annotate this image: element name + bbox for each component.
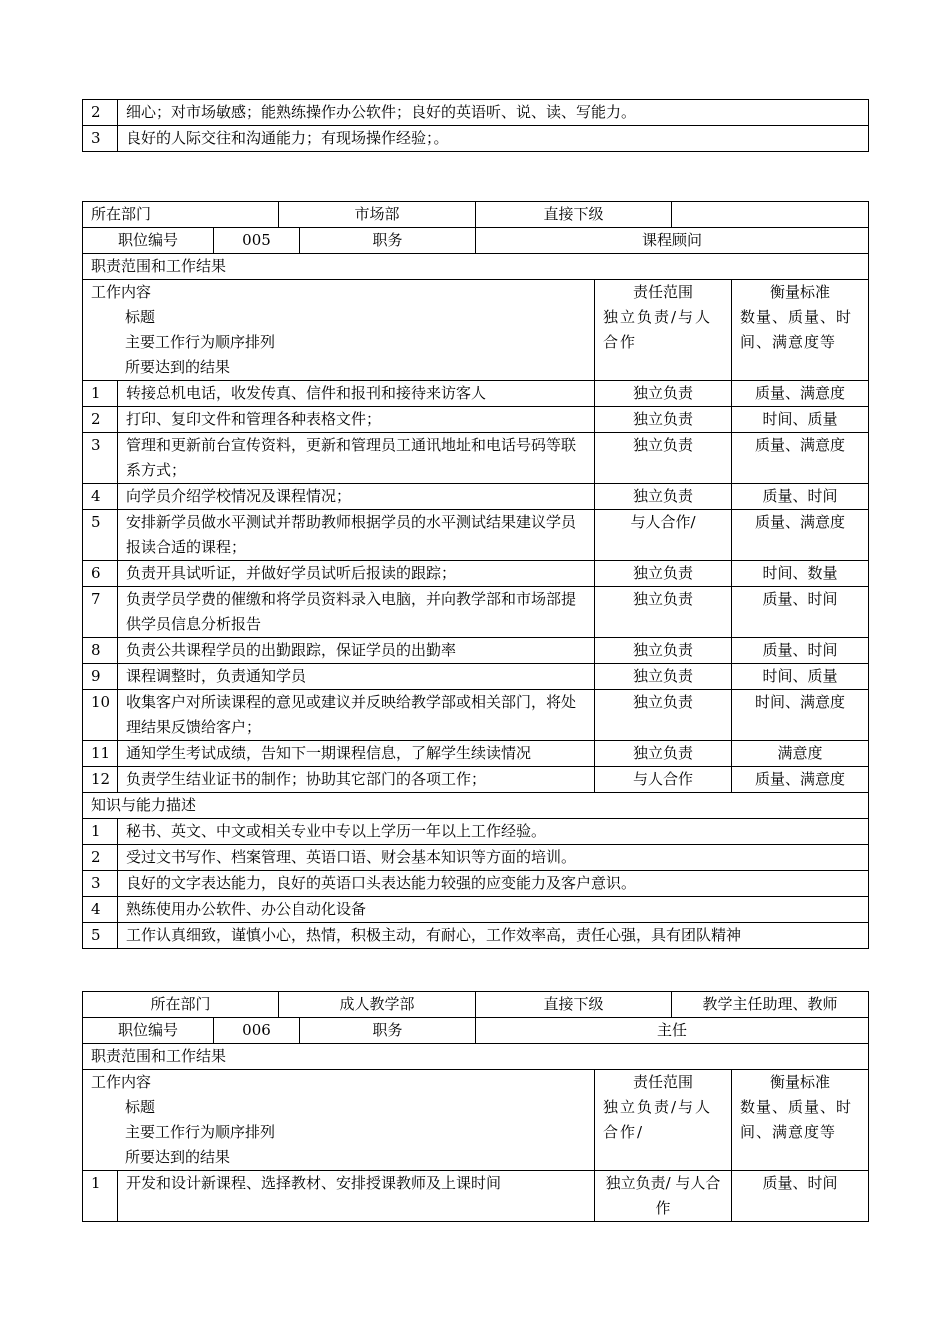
subordinate-label: 直接下级 [476,992,672,1018]
row-scope: 独立负责 [595,638,732,664]
row-no: 6 [83,561,118,587]
column-headers [83,1070,869,1171]
col-scope-label: 责任范围 [632,1073,693,1091]
row-no: 5 [83,510,118,561]
item-text: 细心；对市场敏感；能熟练操作办公软件；良好的英语听、说、读、写能力。 [118,100,869,126]
row-scope: 独立负责 [595,561,732,587]
duties-table [82,1043,869,1222]
table-row [83,690,869,741]
row-scope: 与人合作/ [595,510,732,561]
row-text: 负责学生结业证书的制作；协助其它部门的各项工作； [118,767,595,793]
table-row [83,1171,869,1222]
row-no: 2 [83,407,118,433]
dept-label: 所在部门 [83,992,279,1018]
code-label: 职位编号 [83,228,214,254]
row-scope: 独立负责 [595,381,732,407]
row-no: 1 [83,1171,118,1222]
col-scope-header [595,280,732,381]
row-scope: 独立负责 [595,407,732,433]
row-scope: 与人合作 [595,767,732,793]
col-work-line: 标题 [125,308,156,326]
subordinate-value [672,202,869,228]
row-no: 1 [83,381,118,407]
section-label: 职责范围和工作结果 [83,1044,869,1070]
row-text: 负责公共课程学员的出勤跟踪，保证学员的出勤率 [118,638,595,664]
table-row [83,510,869,561]
knowledge-text: 受过文书写作、档案管理、英语口语、财会基本知识等方面的培训。 [118,845,869,871]
col-scope-sub: 独立负责/与人合作 [603,308,713,351]
row-no: 3 [83,433,118,484]
row-text: 打印、复印文件和管理各种表格文件； [118,407,595,433]
row-measure: 质量、时间 [732,484,869,510]
row-measure: 质量、满意度 [732,510,869,561]
row-no: 12 [83,767,118,793]
job-code-row [82,227,869,254]
title-value: 主任 [476,1018,869,1044]
row-text: 负责学员学费的催缴和将学员资料录入电脑，并向教学部和市场部提供学员信息分析报告 [118,587,595,638]
item-no: 3 [83,126,118,152]
column-headers [83,280,869,381]
list-item [83,897,869,923]
title-label: 职务 [300,228,476,254]
row-scope: 独立负责 [595,484,732,510]
row-text: 负责开具试听证，并做好学员试听后报读的跟踪； [118,561,595,587]
row-no: 4 [83,484,118,510]
col-measure-sub: 数量、质量、时间、满意度等 [740,308,853,351]
col-measure-header [732,280,869,381]
list-item [83,100,869,126]
row-text: 管理和更新前台宣传资料，更新和管理员工通讯地址和电话号码等联系方式； [118,433,595,484]
table-row [83,664,869,690]
job-header [82,201,869,228]
title-value: 课程顾问 [476,228,869,254]
row-text: 课程调整时，负责通知学员 [118,664,595,690]
table-row [83,561,869,587]
col-work-header [83,1070,595,1171]
table-row [83,407,869,433]
knowledge-no: 2 [83,845,118,871]
list-item [83,126,869,152]
list-item [83,923,869,949]
row-no: 8 [83,638,118,664]
job-code-row [82,1017,869,1044]
row-text: 开发和设计新课程、选择教材、安排授课教师及上课时间 [118,1171,595,1222]
col-scope-sub: 独立负责/与人合作/ [603,1098,713,1141]
knowledge-no: 1 [83,819,118,845]
col-measure-sub: 数量、质量、时间、满意度等 [740,1098,853,1141]
col-work-line: 标题 [125,1098,156,1116]
table-row [83,484,869,510]
top-list [82,99,869,152]
row-measure: 时间、质量 [732,664,869,690]
row-scope: 独立负责 [595,433,732,484]
row-measure: 时间、质量 [732,407,869,433]
row-measure: 质量、满意度 [732,381,869,407]
row-measure: 质量、时间 [732,1171,869,1222]
dept-label: 所在部门 [83,202,279,228]
row-no: 11 [83,741,118,767]
row-measure: 质量、满意度 [732,433,869,484]
row-text: 转接总机电话，收发传真、信件和报刊和接待来访客人 [118,381,595,407]
code-value: 006 [214,1018,300,1044]
knowledge-text: 熟练使用办公软件、办公自动化设备 [118,897,869,923]
item-no: 2 [83,100,118,126]
col-work-line: 主要工作行为顺序排列 [125,333,276,351]
row-scope: 独立负责/ 与人合作 [595,1171,732,1222]
row-scope: 独立负责 [595,587,732,638]
table-row [83,638,869,664]
col-work-line: 主要工作行为顺序排列 [125,1123,276,1141]
code-value: 005 [214,228,300,254]
row-text: 向学员介绍学校情况及课程情况； [118,484,595,510]
knowledge-text: 秘书、英文、中文或相关专业中专以上学历一年以上工作经验。 [118,819,869,845]
table-row [83,587,869,638]
row-measure: 质量、满意度 [732,767,869,793]
col-measure-label: 衡量标准 [769,283,830,301]
col-work-label: 工作内容 [91,283,152,301]
row-measure: 质量、时间 [732,638,869,664]
row-measure: 时间、数量 [732,561,869,587]
row-measure: 时间、满意度 [732,690,869,741]
title-label: 职务 [300,1018,476,1044]
row-no: 10 [83,690,118,741]
subordinate-label: 直接下级 [476,202,672,228]
section-label: 职责范围和工作结果 [83,254,869,280]
row-scope: 独立负责 [595,690,732,741]
knowledge-text: 工作认真细致，谨慎小心，热情，积极主动，有耐心，工作效率高，责任心强，具有团队精神 [118,923,869,949]
table-row [83,381,869,407]
row-no: 9 [83,664,118,690]
table-row [83,741,869,767]
knowledge-label: 知识与能力描述 [83,793,869,819]
job-header [82,991,869,1018]
dept-value: 成人教学部 [279,992,476,1018]
row-scope: 独立负责 [595,741,732,767]
knowledge-no: 3 [83,871,118,897]
row-text: 通知学生考试成绩，告知下一期课程信息，了解学生续读情况 [118,741,595,767]
row-measure: 满意度 [732,741,869,767]
dept-value: 市场部 [279,202,476,228]
subordinate-value: 教学主任助理、教师 [672,992,869,1018]
col-work-line: 所要达到的结果 [125,1148,231,1166]
duties-table [82,253,869,949]
job-table-director [82,991,869,1222]
col-work-header [83,280,595,381]
col-measure-header [732,1070,869,1171]
col-work-label: 工作内容 [91,1073,152,1091]
knowledge-no: 5 [83,923,118,949]
job-table-course-advisor [82,201,869,949]
row-text: 安排新学员做水平测试并帮助教师根据学员的水平测试结果建议学员报读合适的课程； [118,510,595,561]
table-row [83,767,869,793]
row-measure: 质量、时间 [732,587,869,638]
list-item [83,871,869,897]
item-text: 良好的人际交往和沟通能力；有现场操作经验；。 [118,126,869,152]
list-item [83,845,869,871]
knowledge-no: 4 [83,897,118,923]
list-item [83,819,869,845]
col-scope-header [595,1070,732,1171]
col-scope-label: 责任范围 [632,283,693,301]
row-no: 7 [83,587,118,638]
row-scope: 独立负责 [595,664,732,690]
col-work-line: 所要达到的结果 [125,358,231,376]
table-row [83,433,869,484]
col-measure-label: 衡量标准 [769,1073,830,1091]
code-label: 职位编号 [83,1018,214,1044]
knowledge-text: 良好的文字表达能力，良好的英语口头表达能力较强的应变能力及客户意识。 [118,871,869,897]
row-text: 收集客户对所读课程的意见或建议并反映给教学部或相关部门，将处理结果反馈给客户； [118,690,595,741]
